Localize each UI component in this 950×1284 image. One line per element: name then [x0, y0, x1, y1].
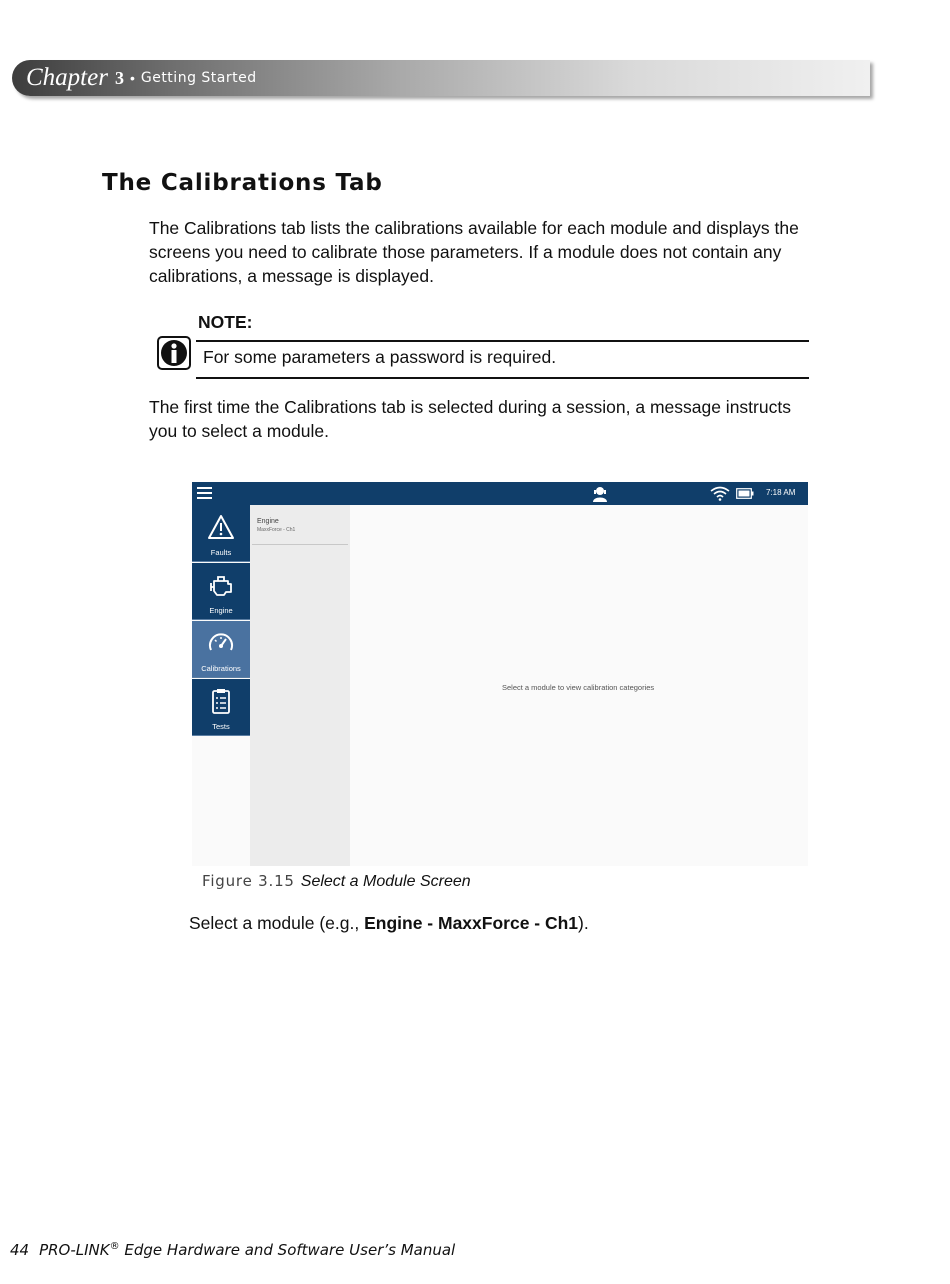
app-header	[192, 482, 808, 505]
nav-item-engine[interactable]	[192, 563, 250, 620]
warning-icon	[207, 513, 235, 541]
figure-screenshot	[192, 482, 808, 866]
select-module-message: Select a module to view calibration categories	[502, 683, 655, 692]
figure-number: Figure 3.15	[202, 872, 295, 890]
note-rule-bottom	[196, 377, 809, 379]
instruction-module-name: Engine - MaxxForce - Ch1	[364, 913, 579, 933]
nav-label-tests: Tests	[212, 722, 230, 731]
instruction-paragraph	[189, 911, 589, 935]
nav-label-engine: Engine	[209, 606, 233, 615]
menu-icon[interactable]	[197, 487, 212, 500]
module-subtitle: MaxxForce - Ch1	[257, 527, 296, 533]
footer-product: PRO-LINK	[39, 1241, 110, 1259]
intro-paragraph: The Calibrations tab lists the calibrations available for each module and displays the screens you need to calibrate those parameters. If a module does not contain any calibrations, a message is displayed.	[149, 218, 799, 286]
chapter-banner	[12, 60, 870, 96]
nav-item-tests[interactable]	[192, 679, 250, 736]
chapter-title: Getting Started	[140, 70, 257, 86]
gauge-icon	[207, 629, 235, 657]
chapter-word: Chapter	[26, 64, 108, 91]
footer-manual-title: Edge Hardware and Software User’s Manual	[119, 1241, 456, 1259]
app-nav	[192, 505, 250, 738]
page-number: 44	[10, 1241, 30, 1259]
page-footer	[10, 1241, 455, 1259]
note-label: NOTE:	[198, 312, 253, 332]
module-name: Engine	[257, 518, 279, 525]
chapter-number: 3	[114, 67, 124, 88]
engine-icon	[207, 571, 235, 599]
clipboard-icon	[207, 687, 235, 715]
figure-caption	[202, 872, 471, 891]
instruction-after: ).	[578, 913, 589, 933]
battery-icon	[736, 488, 754, 499]
nav-label-faults: Faults	[210, 548, 232, 557]
footer-registered-mark: ®	[109, 1241, 120, 1252]
selection-paragraph: The first time the Calibrations tab is selected during a session, a message instructs you to select a module.	[149, 397, 791, 441]
nav-item-calibrations[interactable]	[192, 621, 250, 678]
wifi-icon	[710, 486, 730, 501]
clock-readout: 7:18 AM	[766, 488, 796, 497]
nav-label-calibrations: Calibrations	[201, 664, 241, 673]
note-text: For some parameters a password is required.	[203, 347, 557, 367]
module-list	[250, 505, 350, 866]
instruction-before: Select a module (e.g.,	[189, 913, 365, 933]
section-title: The Calibrations Tab	[102, 170, 383, 196]
module-divider	[252, 544, 348, 545]
info-icon	[157, 336, 191, 370]
technician-icon[interactable]	[592, 485, 608, 502]
figure-caption-text: Select a Module Screen	[300, 873, 471, 890]
note-rule-top	[196, 340, 809, 342]
nav-item-faults[interactable]	[192, 505, 250, 562]
chapter-separator: •	[129, 70, 135, 86]
